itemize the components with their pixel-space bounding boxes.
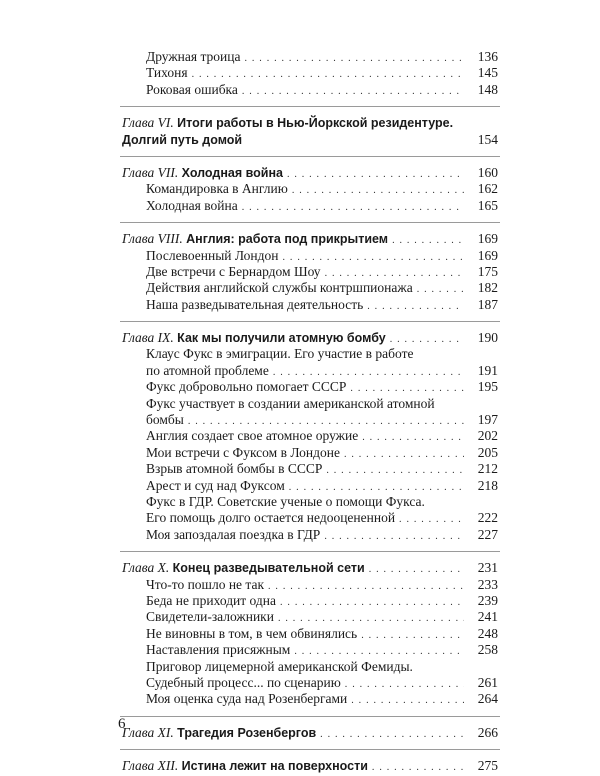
entry-title: Наставления присяжным — [146, 642, 291, 658]
entry-page: 191 — [477, 362, 498, 378]
entry-title: Фукс в ГДР. Советские ученые о помощи Фукса. — [146, 493, 425, 509]
entry-title: Холодная война — [146, 197, 238, 213]
entry-title: Взрыв атомной бомбы в СССР — [146, 461, 323, 477]
toc-entry — [122, 280, 498, 296]
entry-title: Судебный процесс... по сценарию — [146, 674, 341, 690]
chapter-title: Трагедия Розенбергов — [177, 725, 317, 740]
entry-page: 222 — [477, 510, 498, 526]
divider — [120, 551, 500, 552]
chapter-title: Долгий путь домой — [122, 132, 243, 147]
entry-title: Действия английской службы контршпионажа — [146, 280, 413, 296]
entry-page: 264 — [477, 691, 498, 707]
entry-page: 261 — [477, 674, 498, 690]
chapter-page: 231 — [477, 560, 498, 576]
entry-title: Дружная троица — [146, 49, 241, 64]
chapter-heading-cont — [122, 132, 498, 148]
toc-entry — [122, 65, 498, 81]
toc-entry — [122, 264, 498, 280]
chapter-label: Глава VI. — [122, 115, 174, 131]
toc-entry — [122, 379, 498, 395]
toc-entry-line — [122, 346, 498, 362]
entry-page: 233 — [477, 576, 498, 592]
leader-dots — [326, 463, 464, 479]
leader-dots — [242, 200, 464, 216]
entry-page: 195 — [477, 379, 498, 395]
entry-title: Не виновны в том, в чем обвинялись — [146, 625, 358, 641]
chapter-label: Глава VII. — [122, 164, 179, 180]
entry-page: 136 — [477, 49, 498, 64]
entry-title: Тихоня — [146, 65, 188, 81]
chapter-title: Истина лежит на поверхности — [181, 759, 368, 774]
toc-entry — [122, 527, 498, 543]
toc-entry — [122, 510, 498, 526]
leader-dots — [345, 677, 464, 693]
entry-page: 148 — [477, 81, 498, 97]
chapter-page: 169 — [477, 231, 498, 247]
toc-entry — [122, 675, 498, 691]
chapter-title: Холодная война — [181, 165, 283, 180]
entry-title: Наша разведывательная деятельность — [146, 296, 364, 312]
chapter-heading — [122, 330, 498, 346]
leader-dots — [392, 233, 464, 249]
chapter-heading — [122, 725, 498, 741]
leader-dots — [280, 595, 464, 611]
page-number: 6 — [118, 716, 126, 732]
chapter-heading — [122, 231, 498, 247]
entry-page: 165 — [477, 197, 498, 213]
entry-page: 187 — [477, 296, 498, 312]
leader-dots — [324, 529, 464, 545]
toc-entry — [122, 198, 498, 214]
chapter-title: Как мы получили атомную бомбу — [177, 331, 386, 346]
entry-page: 175 — [477, 263, 498, 279]
entry-title: Две встречи с Бернардом Шоу — [146, 263, 321, 279]
chapter-page: 275 — [477, 758, 498, 774]
entry-page: 202 — [477, 428, 498, 444]
entry-page: 145 — [477, 65, 498, 81]
chapter-label: Глава XI. — [122, 724, 174, 740]
toc-entry — [122, 49, 498, 65]
entry-page: 239 — [477, 592, 498, 608]
divider — [120, 156, 500, 157]
toc-entry — [122, 181, 498, 197]
toc-entry — [122, 445, 498, 461]
toc-entry-line — [122, 396, 498, 412]
leader-dots — [268, 579, 464, 595]
entry-page: 248 — [477, 625, 498, 641]
entry-page: 182 — [477, 280, 498, 296]
entry-title: Фукс участвует в создании американской атомной — [146, 395, 435, 411]
toc-entry — [122, 478, 498, 494]
leader-dots — [369, 562, 464, 578]
entry-title: Что-то пошло не так — [146, 576, 265, 592]
chapter-heading — [122, 758, 498, 774]
leader-dots — [399, 512, 464, 528]
divider — [120, 716, 500, 717]
leader-dots — [417, 282, 464, 298]
toc-entry — [122, 593, 498, 609]
chapter-title: Конец разведывательной сети — [172, 561, 365, 576]
leader-dots — [320, 727, 464, 743]
chapter-page: 154 — [477, 131, 498, 147]
toc-entry — [122, 412, 498, 428]
chapter-title: Англия: работа под прикрытием — [186, 232, 389, 247]
entry-title: Беда не приходит одна — [146, 592, 277, 608]
entry-title: Моя запоздалая поездка в ГДР — [146, 526, 321, 542]
toc-entry — [122, 428, 498, 444]
entry-page: 169 — [477, 247, 498, 263]
chapter-label: Глава IX. — [122, 330, 174, 346]
leader-dots — [362, 430, 464, 446]
entry-title: Приговор лицемерной американской Фемиды. — [146, 658, 413, 674]
chapter-label: Глава XII. — [122, 758, 179, 774]
entry-title: Фукс добровольно помогает СССР — [146, 379, 347, 395]
entry-title: Клаус Фукс в эмиграции. Его участие в работе — [146, 346, 414, 362]
table-of-contents — [122, 49, 498, 774]
leader-dots — [351, 693, 464, 709]
entry-title: Послевоенный Лондон — [146, 247, 279, 263]
toc-entry — [122, 297, 498, 313]
entry-page: 227 — [477, 526, 498, 542]
entry-title: Командировка в Англию — [146, 181, 288, 197]
entry-title: Его помощь долго остается недооцененной — [146, 510, 396, 526]
toc-entry — [122, 691, 498, 707]
leader-dots — [372, 760, 464, 776]
toc-entry-line — [122, 659, 498, 675]
toc-entry-line — [122, 494, 498, 510]
leader-dots — [361, 628, 464, 644]
entry-title: Арест и суд над Фуксом — [146, 477, 285, 493]
entry-title: Роковая ошибка — [146, 81, 238, 97]
entry-page: 258 — [477, 642, 498, 658]
toc-entry — [122, 461, 498, 477]
entry-title: по атомной проблеме — [146, 362, 269, 378]
entry-page: 162 — [477, 181, 498, 197]
leader-dots — [242, 84, 464, 100]
chapter-label: Глава X. — [122, 560, 170, 576]
entry-title: бомбы — [146, 412, 184, 428]
entry-page: 218 — [477, 477, 498, 493]
chapter-page: 160 — [477, 164, 498, 180]
divider — [120, 106, 500, 107]
entry-title: Англия создает свое атомное оружие — [146, 428, 359, 444]
leader-dots — [367, 299, 464, 315]
entry-page: 205 — [477, 444, 498, 460]
toc-entry — [122, 577, 498, 593]
divider — [120, 222, 500, 223]
toc-entry — [122, 642, 498, 658]
entry-page: 197 — [477, 412, 498, 428]
leader-dots — [287, 167, 464, 183]
toc-entry — [122, 248, 498, 264]
chapter-page: 266 — [477, 724, 498, 740]
chapter-label: Глава VIII. — [122, 231, 183, 247]
entry-page: 212 — [477, 461, 498, 477]
leader-dots — [292, 183, 464, 199]
entry-title: Свидетели-заложники — [146, 609, 274, 625]
toc-entry — [122, 609, 498, 625]
toc-entry — [122, 82, 498, 98]
chapter-heading — [122, 165, 498, 181]
chapter-heading — [122, 115, 498, 131]
entry-title: Мои встречи с Фуксом в Лондоне — [146, 444, 340, 460]
leader-dots — [245, 51, 465, 67]
chapter-page: 190 — [477, 330, 498, 346]
toc-entry — [122, 363, 498, 379]
chapter-heading — [122, 560, 498, 576]
toc-entry — [122, 626, 498, 642]
entry-page: 241 — [477, 609, 498, 625]
leader-dots — [344, 447, 464, 463]
chapter-title: Итоги работы в Нью-Йоркской резидентуре. — [177, 116, 454, 131]
entry-title: Моя оценка суда над Розенбергами — [146, 691, 348, 707]
divider — [120, 321, 500, 322]
